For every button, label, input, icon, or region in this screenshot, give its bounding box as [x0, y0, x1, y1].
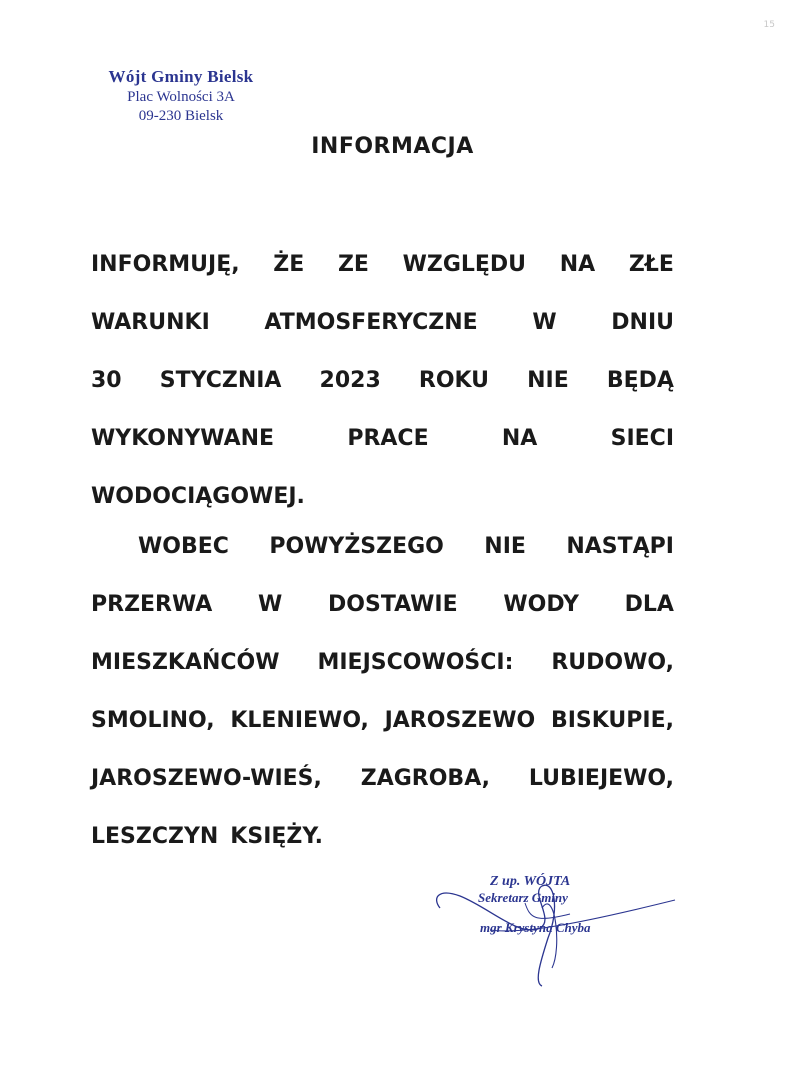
word: WARUNKI [91, 310, 210, 335]
word: ATMOSFERYCZNE [264, 310, 478, 335]
word: DNIU [611, 310, 674, 335]
word: 2023 [319, 368, 381, 393]
word: ZŁE [628, 252, 674, 277]
word: BĘDĄ [606, 368, 674, 393]
word: SIECI [610, 426, 674, 451]
paragraph-2 [91, 518, 674, 866]
signature-block [430, 868, 680, 988]
corner-mark: 15 [763, 20, 775, 30]
word: BISKUPIE, [550, 708, 674, 733]
paragraph-1 [91, 236, 674, 526]
word: KLENIEWO, [230, 708, 369, 733]
document-title: INFORMACJA [311, 134, 474, 159]
word: WODOCIĄGOWEJ. [91, 484, 305, 509]
word: W [258, 592, 283, 617]
signature-line-3: mgr Krystyna Chyba [480, 920, 591, 935]
text-line [91, 576, 674, 634]
word: ROKU [418, 368, 490, 393]
text-line [91, 808, 674, 866]
word: NASTĄPI [566, 534, 674, 559]
word: NIE [484, 534, 526, 559]
office-stamp [96, 66, 266, 126]
word: LUBIEJEWO, [528, 766, 674, 791]
word: INFORMUJĘ, [91, 252, 240, 277]
word: JAROSZEWO-WIEŚ, [91, 766, 322, 791]
text-line [91, 692, 674, 750]
word: PRZERWA [91, 592, 213, 617]
text-line [91, 294, 674, 352]
word: MIESZKAŃCÓW [91, 650, 280, 675]
text-line [91, 410, 674, 468]
word: NIE [527, 368, 569, 393]
word: ZAGROBA, [360, 766, 490, 791]
text-line [91, 518, 674, 576]
text-line [91, 236, 674, 294]
signature-line-1: Z up. WÓJTA [490, 874, 571, 889]
text-line [91, 750, 674, 808]
text-line [91, 634, 674, 692]
word: POWYŻSZEGO [269, 534, 444, 559]
word: DOSTAWIE [328, 592, 458, 617]
word: SMOLINO, [91, 708, 215, 733]
word: LESZCZYN [91, 824, 219, 849]
word: PRACE [347, 426, 429, 451]
word: RUDOWO, [551, 650, 674, 675]
word: DLA [624, 592, 674, 617]
word: WODY [503, 592, 579, 617]
text-line [91, 352, 674, 410]
word: WZGLĘDU [402, 252, 527, 277]
word: NA [559, 252, 596, 277]
word: STYCZNIA [159, 368, 282, 393]
word: 30 [91, 368, 122, 393]
word: KSIĘŻY. [230, 824, 324, 849]
signature-line-2: Sekretarz Gminy [478, 890, 568, 905]
word: ŻE [273, 252, 305, 277]
stamp-line-3: 09-230 Bielsk [138, 108, 224, 124]
word: MIEJSCOWOŚCI: [317, 650, 514, 675]
word: JAROSZEWO [384, 708, 536, 733]
word: WYKONYWANE [91, 426, 275, 451]
stamp-line-1: Wójt Gminy Bielsk [108, 67, 254, 86]
word: ZE [337, 252, 369, 277]
word: W [532, 310, 557, 335]
word: WOBEC [138, 534, 229, 559]
stamp-line-2: Plac Wolności 3A [127, 89, 235, 105]
word: NA [501, 426, 538, 451]
